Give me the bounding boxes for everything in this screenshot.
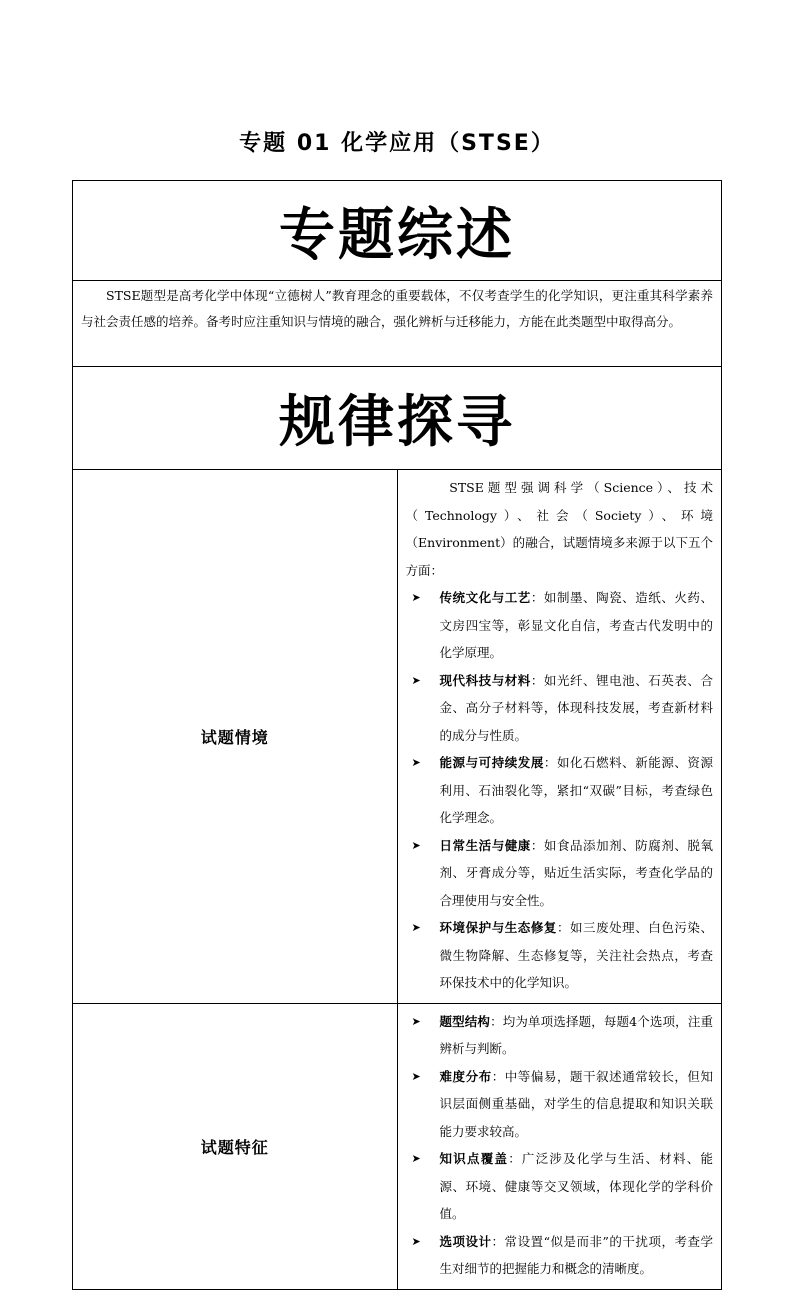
arrowhead-right-icon: ➤ [411, 673, 421, 687]
list-item [406, 749, 714, 832]
list-item [406, 1063, 714, 1146]
list-item [406, 667, 714, 750]
item-text: ：广泛涉及化学与生活、材料、能源、环境、健康等交叉领域，体现化学的学科价值。 [439, 1151, 713, 1221]
features-content [397, 1003, 722, 1289]
arrowhead-right-icon: ➤ [411, 1152, 421, 1165]
item-keyword: 现代科技与材料 [439, 672, 531, 688]
context-label: 试题情境 [73, 470, 398, 1004]
list-item [406, 1145, 714, 1228]
overview-text: STSE题型是高考化学中体现“立德树人”教育理念的重要载体，不仅考查学生的化学知识，更注重其科学素养与社会责任感的培养。备考时应注重知识与情境的融合，强化辨析与迁移能力，方能在此类题型中取得高分。 [73, 281, 722, 367]
item-text: ：常设置“似是而非”的干扰项，考查学生对细节的把握能力和概念的清晰度。 [439, 1233, 713, 1276]
item-text: ：如制墨、陶瓷、造纸、火药、文房四宝等，彰显文化自信，考查古代发明中的化学原理。 [439, 590, 713, 660]
rules-banner: 规律探寻 [73, 367, 722, 470]
list-item [406, 1228, 714, 1283]
context-content [397, 470, 722, 1004]
arrowhead-right-icon: ➤ [411, 591, 421, 604]
context-lead: STSE题型强调科学（Science）、技术（Technology）、社会（Society）、环境（Environment）的融合，试题情境多来源于以下五个方面： [405, 480, 713, 578]
item-keyword: 知识点覆盖 [439, 1151, 509, 1166]
list-item [406, 832, 714, 915]
item-keyword: 传统文化与工艺 [439, 590, 531, 605]
arrowhead-right-icon: ➤ [411, 838, 421, 852]
item-keyword: 环境保护与生态修复 [439, 920, 557, 935]
item-keyword: 难度分布 [439, 1068, 492, 1084]
features-label: 试题特征 [73, 1003, 398, 1289]
arrowhead-right-icon: ➤ [411, 1014, 421, 1028]
arrowhead-right-icon: ➤ [411, 921, 421, 934]
item-keyword: 选项设计 [439, 1233, 492, 1249]
arrowhead-right-icon: ➤ [411, 1069, 421, 1083]
list-item [406, 914, 714, 997]
item-text: ：如三废处理、白色污染、微生物降解、生态修复等，关注社会热点，考查环保技术中的化学知识。 [439, 920, 713, 990]
item-text: ：均为单项选择题，每题4个选项，注重辨析与判断。 [439, 1013, 713, 1056]
list-item [406, 584, 714, 667]
item-keyword: 题型结构 [439, 1013, 491, 1029]
list-item [406, 1008, 714, 1063]
arrowhead-right-icon: ➤ [411, 1234, 421, 1248]
item-keyword: 能源与可持续发展 [439, 755, 544, 770]
features-list [406, 1008, 714, 1283]
item-text: ：如食品添加剂、防腐剂、脱氧剂、牙膏成分等，贴近生活实际，考查化学品的合理使用与安全性。 [439, 837, 713, 908]
item-text: ：如化石燃料、新能源、资源利用、石油裂化等，紧扣“双碳”目标，考查绿色化学理念。 [439, 755, 713, 825]
item-text: ：如光纤、锂电池、石英表、合金、高分子材料等，体现科技发展，考查新材料的成分与性质。 [439, 672, 713, 743]
context-list [406, 584, 714, 997]
document-title: 专题 01 化学应用（STSE） [239, 131, 555, 156]
topic-table [72, 180, 722, 1290]
item-keyword: 日常生活与健康 [439, 837, 531, 853]
arrowhead-right-icon: ➤ [411, 756, 421, 769]
item-text: ：中等偏易，题干叙述通常较长，但知识层面侧重基础，对学生的信息提取和知识关联能力要求较高。 [439, 1068, 713, 1139]
overview-banner: 专题综述 [73, 181, 722, 281]
